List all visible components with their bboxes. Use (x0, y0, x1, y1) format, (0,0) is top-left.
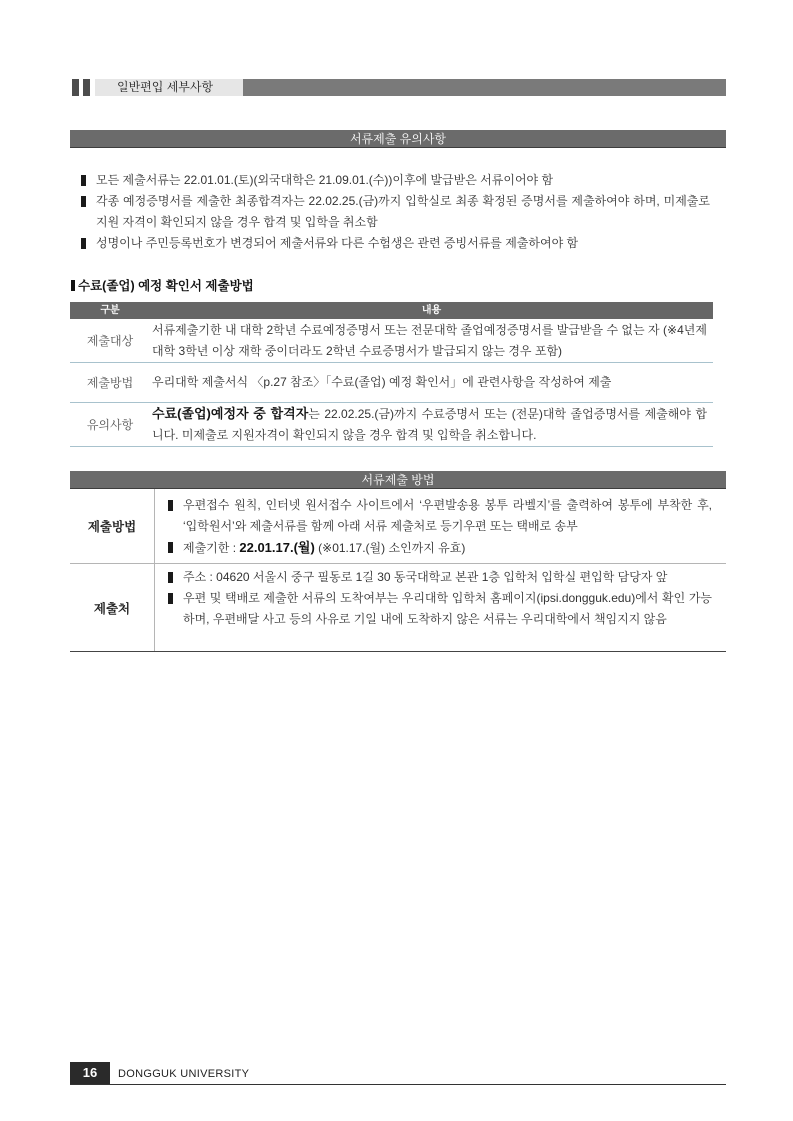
emphasis-text: 수료(졸업)예정자 중 합격자 (152, 406, 309, 421)
notice-item-text: 각종 예정증명서를 제출한 최종합격자는 22.02.25.(금)까지 입학실로 최종 확정된 증명서를 제출하여야 하며, 미제출로 지원 자격이 확인되지 않을 경우 합격 및 입학을 취소함 (96, 194, 710, 229)
notice-item (70, 191, 710, 233)
list-item-text: 주소 : 04620 서울시 중구 필동로 1길 30 동국대학교 본관 1층 입학처 입학실 편입학 담당자 앞 (183, 570, 668, 584)
submission-section-title: 서류제출 방법 (70, 471, 726, 489)
notice-list (70, 170, 726, 254)
square-bullet-icon (168, 500, 173, 511)
table-row (70, 489, 726, 564)
row-content (155, 489, 726, 563)
confirmation-section-title (70, 276, 726, 296)
header-marker-block (72, 79, 79, 96)
row-label: 제출처 (70, 564, 155, 651)
square-bullet-icon (81, 175, 86, 186)
page-number: 16 (70, 1062, 110, 1084)
list-item-text: 우편접수 원칙, 인터넷 원서접수 사이트에서 ‘우편발송용 봉투 라벨지’를 출력하여 봉투에 부착한 후, ‘입학원서’와 제출서류를 함께 아래 서류 제출처로 등기우편 또는 택배로 송부 (183, 498, 712, 533)
row-label: 제출방법 (86, 376, 134, 390)
column-header-category: 구분 (100, 305, 120, 316)
row-content (150, 319, 713, 362)
section-header (72, 79, 726, 96)
list-item (168, 495, 712, 537)
row-content-text: 우리대학 제출서식 〈p.27 참조〉「수료(졸업) 예정 확인서」에 관련사항을 작성하여 제출 (152, 375, 612, 390)
row-label: 제출방법 (70, 489, 155, 563)
deadline-note: (※01.17.(월) 소인까지 유효) (314, 541, 466, 555)
row-label: 제출대상 (86, 334, 134, 348)
row-content-rest: 는 22.02.25.(금)까지 수료증명서 또는 (전문)대학 졸업증명서를 제출해야 합니다. 미제출로 지원자격이 확인되지 않을 경우 합격 및 입학을 취소합니다. (152, 407, 707, 442)
square-bullet-icon (81, 238, 86, 249)
notice-item-text: 모든 제출서류는 22.01.01.(토)(외국대학은 21.09.01.(수))이후에 발급받은 서류이어야 함 (96, 173, 554, 187)
list-item (168, 537, 712, 559)
deadline-date: 22.01.17.(월) (239, 540, 315, 555)
table-row (70, 362, 713, 402)
row-content-text (152, 404, 707, 445)
square-bullet-icon (168, 572, 173, 583)
table-row (70, 319, 713, 362)
header-marker-block (83, 79, 90, 96)
row-content (150, 363, 713, 402)
header-bar (243, 79, 726, 96)
square-bullet-icon (71, 280, 75, 291)
notice-item (70, 233, 710, 254)
square-bullet-icon (168, 542, 173, 553)
notice-item (70, 170, 710, 191)
page-footer (70, 1062, 726, 1085)
square-bullet-icon (81, 196, 86, 207)
footer-title: DONGGUK UNIVERSITY (118, 1068, 250, 1080)
main-content (70, 130, 726, 652)
square-bullet-icon (168, 593, 173, 604)
table-row (70, 564, 726, 652)
notice-item-text: 성명이나 주민등록번호가 변경되어 제출서류와 다른 수험생은 관련 증빙서류를 제출하여야 함 (96, 236, 579, 250)
confirmation-title-text: 수료(졸업) 예정 확인서 제출방법 (78, 279, 254, 293)
table-header-row (70, 302, 713, 319)
list-item (168, 588, 712, 630)
notice-section-title: 서류제출 유의사항 (70, 130, 726, 148)
deadline-prefix: 제출기한 : (183, 541, 240, 555)
row-label: 유의사항 (86, 418, 134, 432)
confirmation-table (70, 302, 713, 447)
table-row (70, 402, 713, 446)
row-content (155, 564, 726, 651)
row-content-text: 서류제출기한 내 대학 2학년 수료예정증명서 또는 전문대학 졸업예정증명서를 발급받을 수 없는 자 (※4년제 대학 3학년 이상 재학 중이더라도 2학년 수료증명서가 발급되지 않는 경우 포함) (152, 323, 707, 358)
list-item (168, 567, 712, 588)
submission-table (70, 471, 726, 652)
row-content (150, 403, 713, 446)
list-item-text: 우편 및 택배로 제출한 서류의 도착여부는 우리대학 입학처 홈페이지(ipsi.dongguk.edu)에서 확인 가능하며, 우편배달 사고 등의 사유로 기일 내에 도착하지 않은 서류는 우리대학에서 책임지지 않음 (183, 591, 712, 626)
header-title: 일반편입 세부사항 (95, 79, 243, 96)
column-header-content: 내용 (421, 305, 442, 316)
